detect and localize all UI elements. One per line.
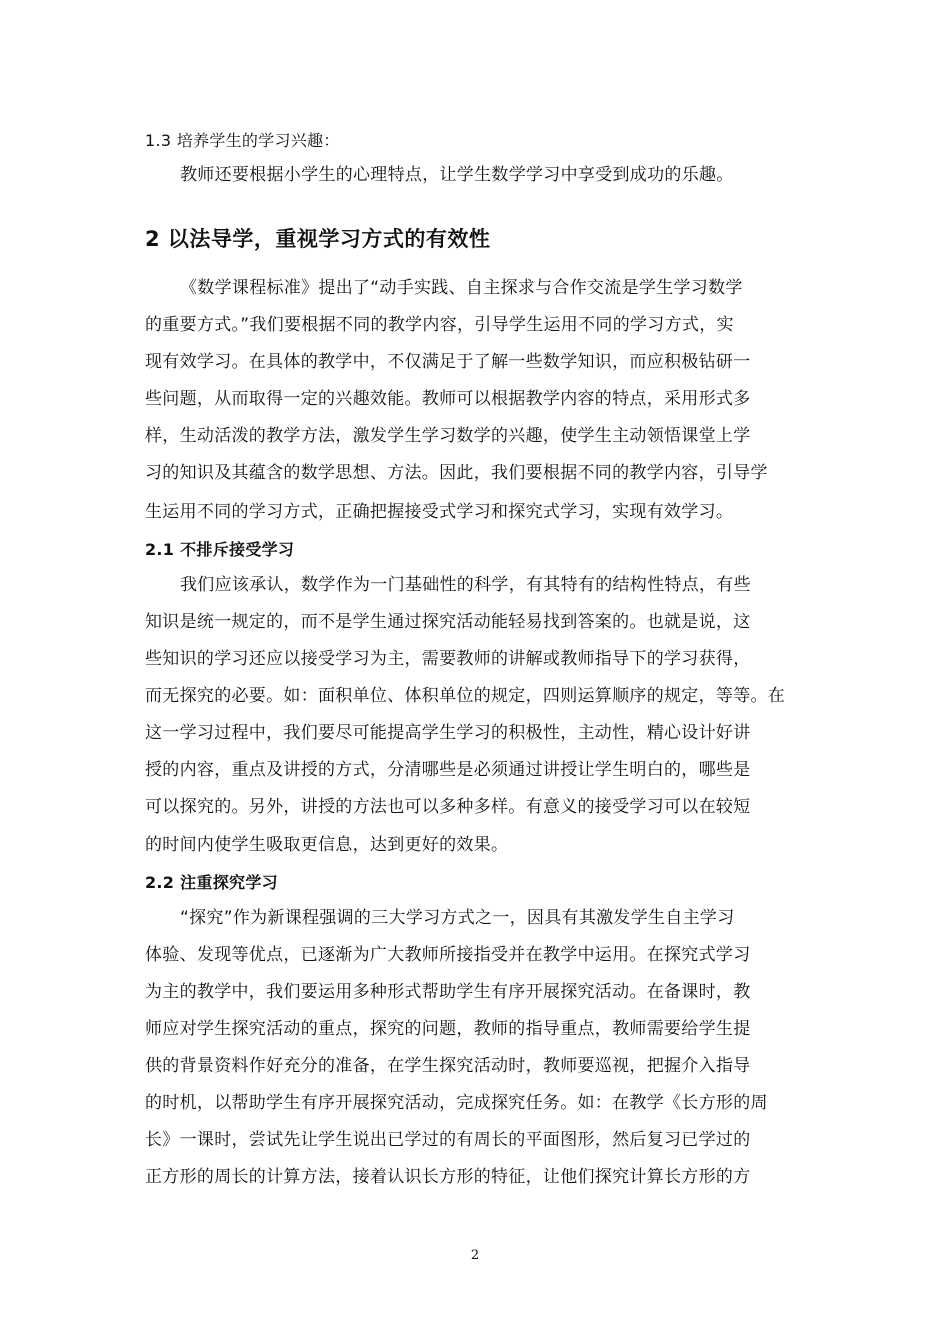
- section-2-heading: 2 以法导学，重视学习方式的有效性: [145, 227, 491, 251]
- section-2-1-heading: 2.1 不排斥接受学习: [145, 540, 295, 559]
- section-1-3-heading: 1.3 培养学生的学习兴趣：: [145, 131, 340, 150]
- paragraph-line: “探究”作为新课程强调的三大学习方式之一，因具有其激发学生自主学习: [180, 908, 735, 928]
- paragraph-line: 可以探究的。另外，讲授的方法也可以多种多样。有意义的接受学习可以在较短: [145, 797, 751, 817]
- paragraph-line: 这一学习过程中，我们要尽可能提高学生学习的积极性，主动性，精心设计好讲: [145, 723, 751, 743]
- paragraph-line: 生运用不同的学习方式，正确把握接受式学习和探究式学习，实现有效学习。: [145, 502, 734, 522]
- paragraph-line: 《数学课程标准》提出了“动手实践、自主探求与合作交流是学生学习数学: [180, 278, 743, 298]
- page-number: 2: [470, 1248, 480, 1263]
- paragraph-line: 的重要方式。”我们要根据不同的教学内容，引导学生运用不同的学习方式，实: [145, 315, 734, 335]
- paragraph-line: 些知识的学习还应以接受学习为主，需要教师的讲解或教师指导下的学习获得，: [145, 649, 751, 669]
- paragraph-line: 正方形的周长的计算方法，接着认识长方形的特征，让他们探究计算长方形的方: [145, 1167, 751, 1187]
- paragraph-line: 现有效学习。在具体的教学中，不仅满足于了解一些数学知识，而应积极钻研一: [145, 352, 751, 372]
- paragraph-line: 的时间内使学生吸取更信息，达到更好的效果。: [145, 835, 509, 855]
- section-1-3-body: 教师还要根据小学生的心理特点，让学生数学学习中享受到成功的乐趣。: [180, 165, 734, 185]
- paragraph-line: 授的内容，重点及讲授的方式，分清哪些是必须通过讲授让学生明白的，哪些是: [145, 760, 751, 780]
- paragraph-line: 供的背景资料作好充分的准备，在学生探究活动时，教师要巡视，把握介入指导: [145, 1056, 751, 1076]
- section-2-2-heading: 2.2 注重探究学习: [145, 873, 278, 892]
- paragraph-line: 我们应该承认，数学作为一门基础性的科学，有其特有的结构性特点，有些: [180, 575, 751, 595]
- paragraph-line: 而无探究的必要。如：面积单位、体积单位的规定，四则运算顺序的规定，等等。在: [145, 686, 786, 706]
- paragraph-line: 样，生动活泼的教学方法，激发学生学习数学的兴趣，使学生主动领悟课堂上学: [145, 426, 751, 446]
- paragraph-line: 为主的教学中，我们要运用多种形式帮助学生有序开展探究活动。在备课时，教: [145, 982, 751, 1002]
- paragraph-line: 长》一课时，尝试先让学生说出已学过的有周长的平面图形，然后复习已学过的: [145, 1130, 751, 1150]
- paragraph-line: 些问题，从而取得一定的兴趣效能。教师可以根据教学内容的特点，采用形式多: [145, 389, 751, 409]
- paragraph-line: 师应对学生探究活动的重点，探究的问题，教师的指导重点，教师需要给学生提: [145, 1019, 751, 1039]
- paragraph-line: 知识是统一规定的，而不是学生通过探究活动能轻易找到答案的。也就是说，这: [145, 612, 751, 632]
- paragraph-line: 习的知识及其蕴含的数学思想、方法。因此，我们要根据不同的教学内容，引导学: [145, 463, 768, 483]
- paragraph-line: 体验、发现等优点，已逐渐为广大教师所接指受并在教学中运用。在探究式学习: [145, 945, 751, 965]
- paragraph-line: 的时机，以帮助学生有序开展探究活动，完成探究任务。如：在教学《长方形的周: [145, 1093, 768, 1113]
